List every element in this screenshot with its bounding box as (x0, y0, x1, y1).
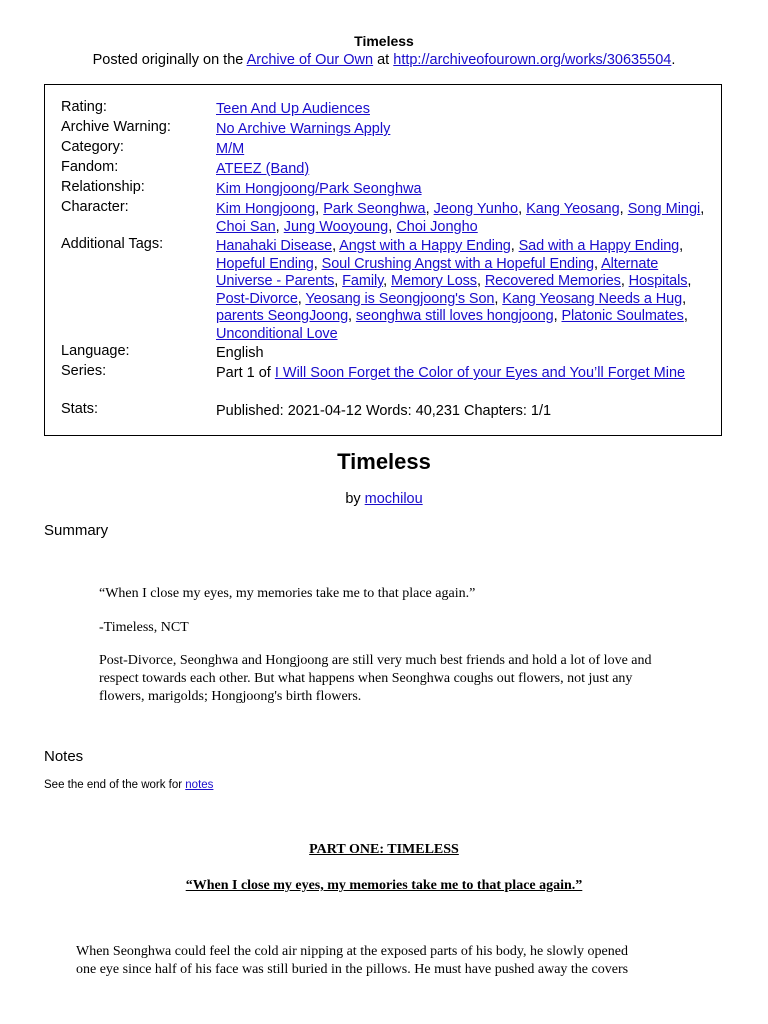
warning-label: Archive Warning: (61, 119, 171, 135)
document-title: Timeless (354, 33, 414, 49)
tag-link[interactable]: Hospitals (628, 273, 688, 289)
tag-link[interactable]: Hopeful Ending (216, 255, 314, 272)
character-link[interactable]: Park Seonghwa (323, 201, 426, 217)
language-value: English (216, 345, 264, 361)
archive-link[interactable]: Archive of Our Own (246, 52, 374, 68)
series-value (216, 365, 706, 383)
series-prefix: Part 1 of (216, 365, 275, 381)
work-title: Timeless (337, 449, 431, 474)
character-link[interactable]: Kang Yeosang (526, 201, 620, 217)
chapter-text-line: When Seonghwa could feel the cold air nipping at the exposed parts of his body, he slowly opened (76, 944, 628, 959)
series-label: Series: (61, 363, 107, 379)
tag-link[interactable]: Sad with a Happy Ending (518, 238, 680, 254)
tag-link[interactable]: Kang Yeosang Needs a Hug (502, 290, 683, 307)
summary-heading: Summary (44, 522, 109, 539)
tag-link[interactable]: Unconditional Love (216, 325, 338, 342)
relationship-link[interactable]: Kim Hongjoong/Park Seonghwa (216, 181, 422, 197)
tag-link[interactable]: Memory Loss (391, 273, 477, 289)
posted-prefix: Posted originally on the (92, 52, 247, 68)
tag-link[interactable]: Family (342, 273, 384, 289)
notes-text: See the end of the work for (44, 779, 186, 791)
stats-label: Stats: (61, 401, 99, 417)
character-link[interactable]: Kim Hongjoong (216, 201, 316, 217)
language-label: Language: (61, 343, 130, 359)
tag-link[interactable]: Recovered Memories (484, 273, 621, 289)
notes-heading: Notes (44, 748, 84, 765)
tag-link[interactable]: seonghwa still loves hongjoong (355, 308, 554, 324)
work-metadata-box (44, 84, 722, 436)
author-link[interactable]: mochilou (364, 491, 423, 507)
character-link[interactable]: Jung Wooyoung (283, 218, 389, 235)
tag-link[interactable]: Soul Crushing Angst with a Hopeful Ending (321, 255, 595, 272)
work-url-link[interactable]: http://archiveofourown.org/works/30635504 (393, 52, 672, 68)
posted-line (0, 51, 768, 69)
notes-link[interactable]: notes (185, 779, 214, 791)
character-label: Character: (61, 199, 129, 215)
chapter-epigraph: “When I close my eyes, my memories take me to that place again.” (185, 878, 583, 893)
character-link[interactable]: Song Mingi (627, 201, 701, 217)
notes-line (44, 779, 213, 791)
tag-link[interactable]: Yeosang is Seongjoong's Son (305, 290, 495, 307)
tag-link[interactable]: Hanahaki Disease (216, 238, 333, 254)
fandom-label: Fandom: (61, 159, 119, 175)
byline (0, 490, 768, 508)
category-label: Category: (61, 139, 124, 155)
summary-attribution: -Timeless, NCT (99, 620, 189, 635)
category-link[interactable]: M/M (216, 141, 245, 157)
fandom-link[interactable]: ATEEZ (Band) (216, 161, 310, 177)
summary-body: Post-Divorce, Seonghwa and Hongjoong are still very much best friends and hold a lot of love and respect towards each other. But what happens when Seonghwa coughs out flowers, not just any flowers, marigolds; Hongjoong's birth flowers. (99, 653, 652, 704)
rating-label: Rating: (61, 99, 107, 115)
series-link[interactable]: I Will Soon Forget the Color of your Eyes and You’ll Forget Mine (274, 365, 686, 381)
warning-link[interactable]: No Archive Warnings Apply (216, 121, 391, 137)
summary-quote: “When I close my eyes, my memories take me to that place again.” (99, 586, 476, 601)
stats-value: Published: 2021-04-12 Words: 40,231 Chapters: 1/1 (216, 403, 552, 419)
character-link[interactable]: Choi San (216, 218, 276, 235)
part-title: PART ONE: TIMELESS (309, 842, 459, 857)
byline-prefix: by (345, 491, 365, 507)
posted-at: at (373, 52, 394, 68)
tag-list: Hanahaki Disease, Angst with a Happy Ending, Sad with a Happy Ending, Hopeful Ending, Soul Crushing Angst with a Hopeful Ending, Alternate Universe - Parents, Family, Memory Loss, Recovered Memories, Hospitals, Post-Divorce, Yeosang is Seongjoong's Son, Kang Yeosang Needs a Hug, parents SeongJoong, seonghwa still loves hongjoong, Platonic Soulmates, Unconditional Love (216, 238, 692, 342)
chapter-text-line: one eye since half of his face was still buried in the pillows. He must have pushed away the covers (76, 962, 629, 977)
posted-period: . (671, 52, 676, 68)
tag-link[interactable]: Alternate Universe - Parents (216, 255, 659, 289)
character-link[interactable]: Choi Jongho (396, 218, 478, 235)
rating-link[interactable]: Teen And Up Audiences (216, 101, 370, 117)
character-list: Kim Hongjoong, Park Seonghwa, Jeong Yunho, Kang Yeosang, Song Mingi, Choi San, Jung Wooyoung, Choi Jongho (216, 201, 705, 235)
tag-link[interactable]: Angst with a Happy Ending (339, 238, 511, 254)
tag-link[interactable]: Platonic Soulmates (561, 308, 684, 324)
tags-label: Additional Tags: (61, 236, 164, 252)
tag-link[interactable]: parents SeongJoong (216, 308, 349, 324)
character-link[interactable]: Jeong Yunho (433, 201, 519, 217)
tag-link[interactable]: Post-Divorce (216, 290, 298, 307)
relationship-label: Relationship: (61, 179, 145, 195)
